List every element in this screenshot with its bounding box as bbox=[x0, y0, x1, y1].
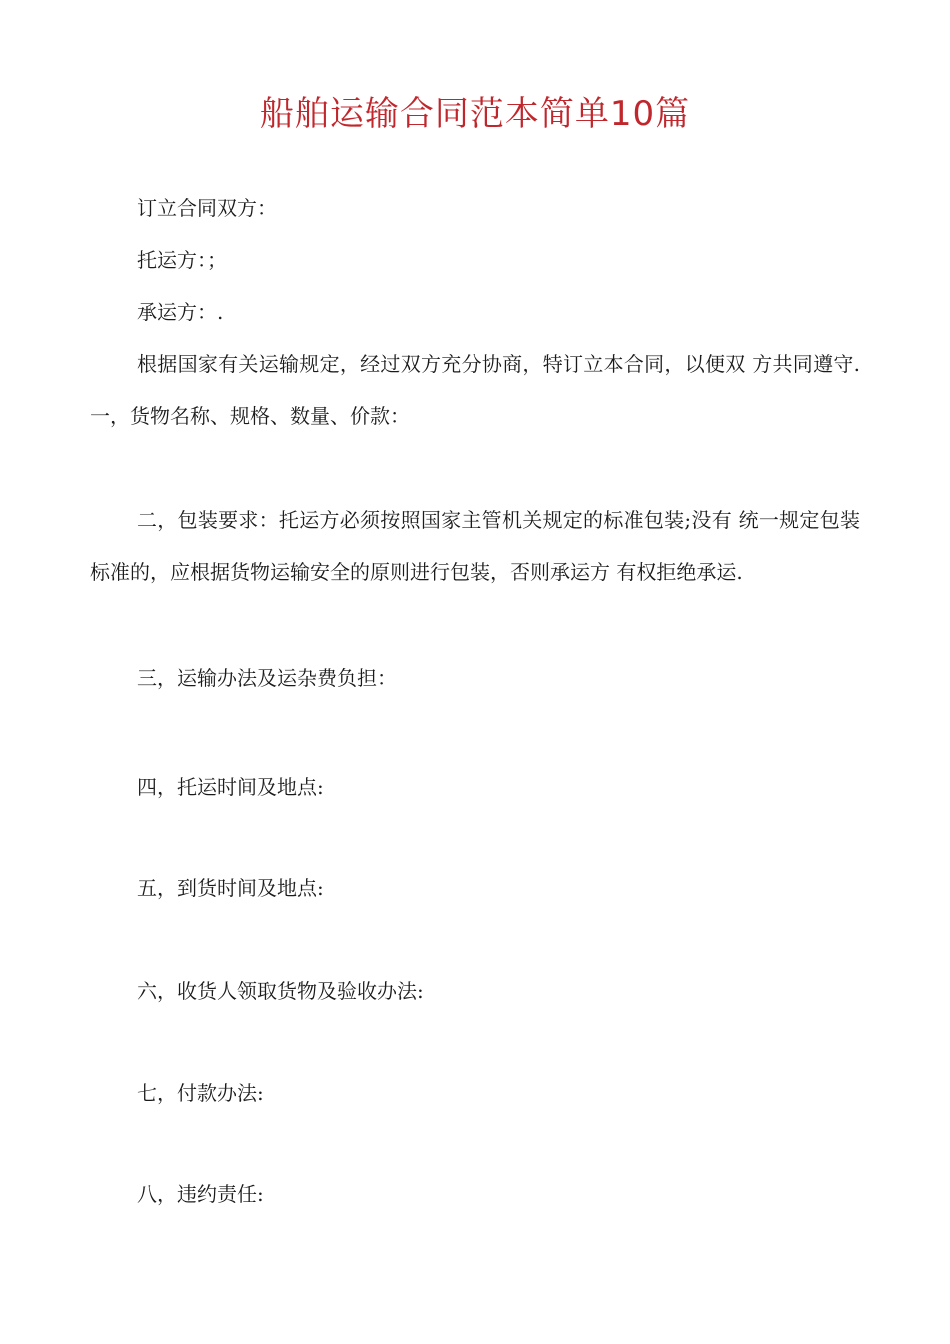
document-title: 船舶运输合同范本简单10篇 bbox=[259, 94, 691, 134]
paragraph-liability: 八，违约责任: bbox=[137, 1182, 264, 1206]
paragraph-shipper: 托运方：； bbox=[137, 248, 227, 272]
paragraph-transport-method: 三，运输办法及运杂费负担： bbox=[137, 666, 397, 690]
paragraph-basis: 根据国家有关运输规定，经过双方充分协商，特订立本合同，以便双 方共同遵守.一，货物名称、规格、数量、价款： bbox=[90, 352, 860, 428]
paragraph-carrier: 承运方：. bbox=[137, 300, 224, 324]
paragraph-shipping-time: 四，托运时间及地点: bbox=[137, 775, 324, 799]
paragraph-payment: 七，付款办法: bbox=[137, 1081, 264, 1105]
paragraph-receiving: 六，收货人领取货物及验收办法: bbox=[137, 979, 424, 1003]
paragraph-packaging: 二，包装要求：托运方必须按照国家主管机关规定的标准包装;没有 统一规定包装标准的，应根据货物运输安全的原则进行包装，否则承运方 有权拒绝承运. bbox=[90, 508, 860, 584]
paragraph-arrival-time: 五，到货时间及地点: bbox=[137, 876, 324, 900]
paragraph-parties: 订立合同双方： bbox=[137, 196, 277, 220]
